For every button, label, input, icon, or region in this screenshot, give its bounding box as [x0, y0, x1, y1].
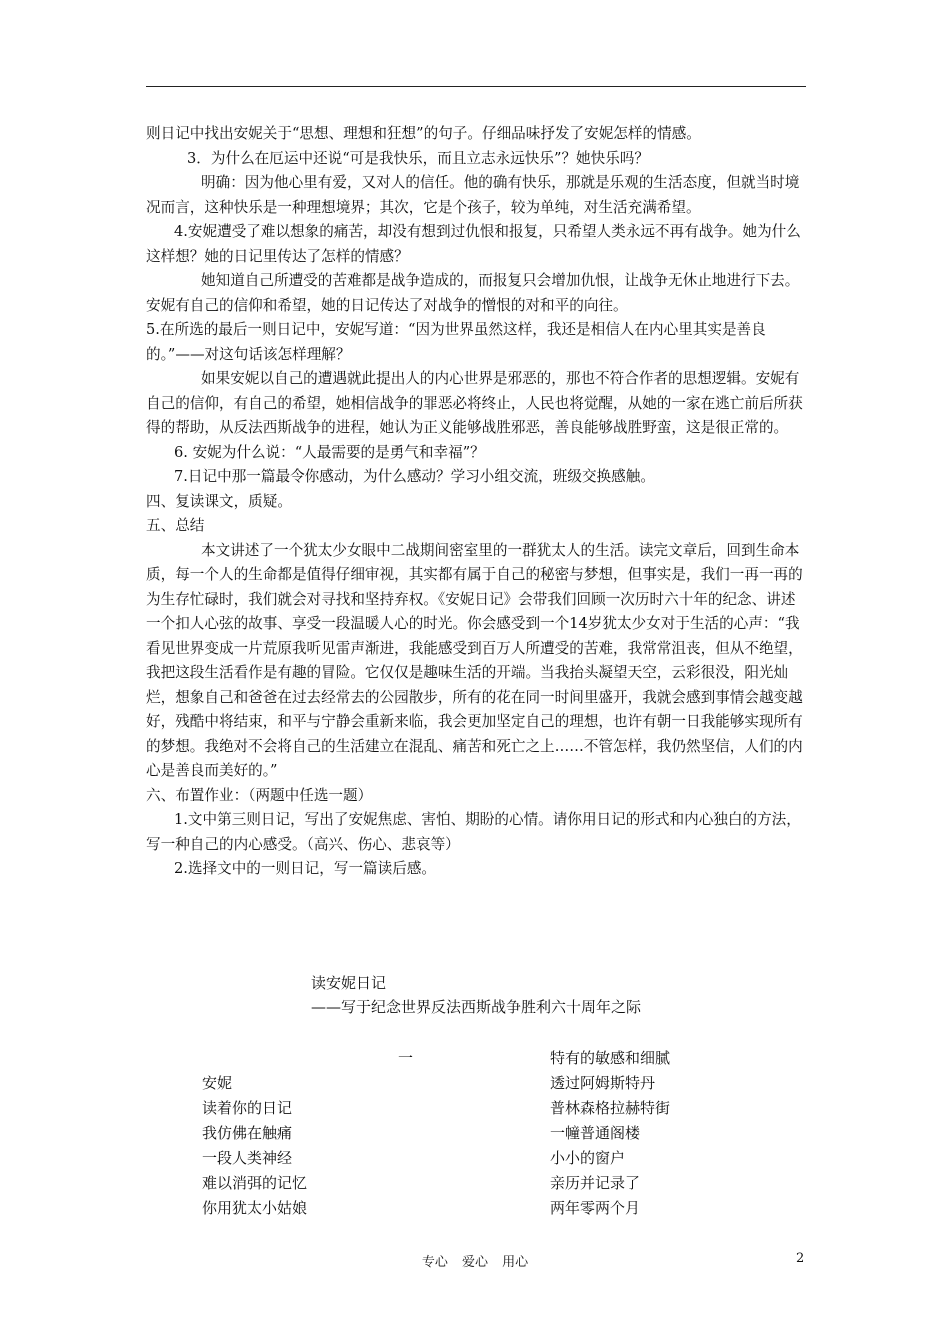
footer-motto — [0, 1251, 950, 1270]
poem-section-number: 一 — [398, 1049, 414, 1067]
header-rule — [146, 86, 806, 87]
poem-line: 安妮 — [202, 1074, 233, 1092]
question-6: 6. 安妮为什么说：“人最需要的是勇气和幸福”？ — [174, 443, 485, 461]
poem-line: 一幢普通阁楼 — [550, 1124, 641, 1142]
poem-right-column — [550, 1046, 670, 1221]
question-7: 7.日记中那一篇最令你感动，为什么感动？学习小组交流，班级交换感触。 — [174, 468, 655, 485]
paragraph-1: 则日记中找出安妮关于“思想、理想和狂想”的句子。仔细品味抒发了安妮怎样的情感。 — [146, 125, 701, 142]
poem-line: 特有的敏感和细腻 — [550, 1049, 671, 1067]
footer-motto-word: 专心 — [421, 1255, 448, 1270]
poem-line: 你用犹太小姑娘 — [202, 1199, 308, 1217]
poem-subtitle: ——写于纪念世界反法西斯战争胜利六十周年之际 — [311, 998, 642, 1016]
summary-paragraph: 本文讲述了一个犹太少女眼中二战期间密室里的一群犹太人的生活。读完文章后，回到生命本质，每一个人的生命都是值得仔细审视，其实都有属于自己的秘密与梦想，但事实是，我们一再一再的为生存忙碌时，我们就会对寻找和坚持弃权。《安妮日记》会带我们回顾一次历时六十年的纪念、讲述一个扣人心弦的故事、享受一段温暖人心的时光。你会感受到一个14岁犹太少女对于生活的心声：“我看见世界变成一片荒原我听见雷声渐进，我能感受到百万人所遭受的苦难，我常常沮丧，但从不绝望，我把这段生活看作是有趣的冒险。它仅仅是趣味生活的开端。当我抬头凝望天空，云彩很没，阳光灿烂，想象自己和爸爸在过去经常去的公园散步，所有的花在同一时间里盛开，我就会感到事情会越变越好，残酷中将结束，和平与宁静会重新来临，我会更加坚定自己的理想，也许有朝一日我能够实现所有的梦想。我绝对不会将自己的生活建立在混乱、痛苦和死亡之上……不管怎样，我仍然坚信，人们的内心是善良而美好的。” — [146, 541, 803, 779]
poem-left-column — [202, 1046, 413, 1221]
section-4-heading: 四、复读课文，质疑。 — [146, 492, 292, 510]
poem-line: 透过阿姆斯特丹 — [550, 1074, 656, 1092]
question-3: 3．为什么在厄运中还说“可是我快乐，而且立志永远快乐”？她快乐吗？ — [187, 149, 650, 167]
question-5: 5.在所选的最后一则日记中，安妮写道：“因为世界虽然这样，我还是相信人在内心里其实是善良的。”——对这句话该怎样理解？ — [146, 321, 766, 363]
poem-line: 小小的窗户 — [550, 1149, 626, 1167]
poem-line: 亲历并记录了 — [550, 1174, 641, 1192]
poem-line: 难以消弭的记忆 — [202, 1174, 308, 1192]
poem-line: 读着你的日记 — [202, 1099, 293, 1117]
section-6-heading: 六、布置作业：（两题中任选一题） — [146, 786, 373, 804]
section-5-heading: 五、总结 — [146, 517, 205, 534]
footer-motto-word: 用心 — [502, 1255, 529, 1270]
answer-3: 明确：因为他心里有爱，又对人的信任。他的确有快乐，那就是乐观的生活态度，但就当时境况而言，这种快乐是一种理想境界；其次，它是个孩子，较为单纯，对生活充满希望。 — [146, 174, 800, 216]
poem-title: 读安妮日记 — [311, 974, 387, 992]
answer-4: 她知道自己所遭受的苦难都是战争造成的，而报复只会增加仇恨，让战争无休止地进行下去。安妮有自己的信仰和希望，她的日记传达了对战争的憎恨的对和平的向往。 — [146, 272, 800, 314]
poem-line: 我仿佛在触痛 — [202, 1124, 293, 1142]
footer-motto-word: 爱心 — [461, 1255, 488, 1270]
lesson-body — [146, 122, 810, 882]
poem-line: 一段人类神经 — [202, 1149, 293, 1167]
poem-line: 普林森格拉赫特街 — [550, 1099, 671, 1117]
homework-2: 2.选择文中的一则日记，写一篇读后感。 — [174, 860, 437, 877]
question-4: 4.安妮遭受了难以想象的痛苦，却没有想到过仇恨和报复，只希望人类永远不再有战争。她为什么这样想？她的日记里传达了怎样的情感？ — [146, 223, 801, 265]
homework-1: 1.文中第三则日记，写出了安妮焦虑、害怕、期盼的心情。请你用日记的形式和内心独白的方法，写一种自己的内心感受。（高兴、伤心、悲哀等） — [146, 811, 801, 853]
poem-line: 两年零两个月 — [550, 1199, 641, 1217]
answer-5: 如果安妮以自己的遭遇就此提出人的内心世界是邪恶的，那也不符合作者的思想逻辑。安妮有自己的信仰，有自己的希望，她相信战争的罪恶必将终止，人民也将觉醒，从她的一家在逃亡前后所获得的帮助，从反法西斯战争的进程，她认为正义能够战胜邪恶，善良能够战胜野蛮，这是很正常的。 — [146, 370, 803, 436]
page-number: 2 — [796, 1251, 805, 1266]
